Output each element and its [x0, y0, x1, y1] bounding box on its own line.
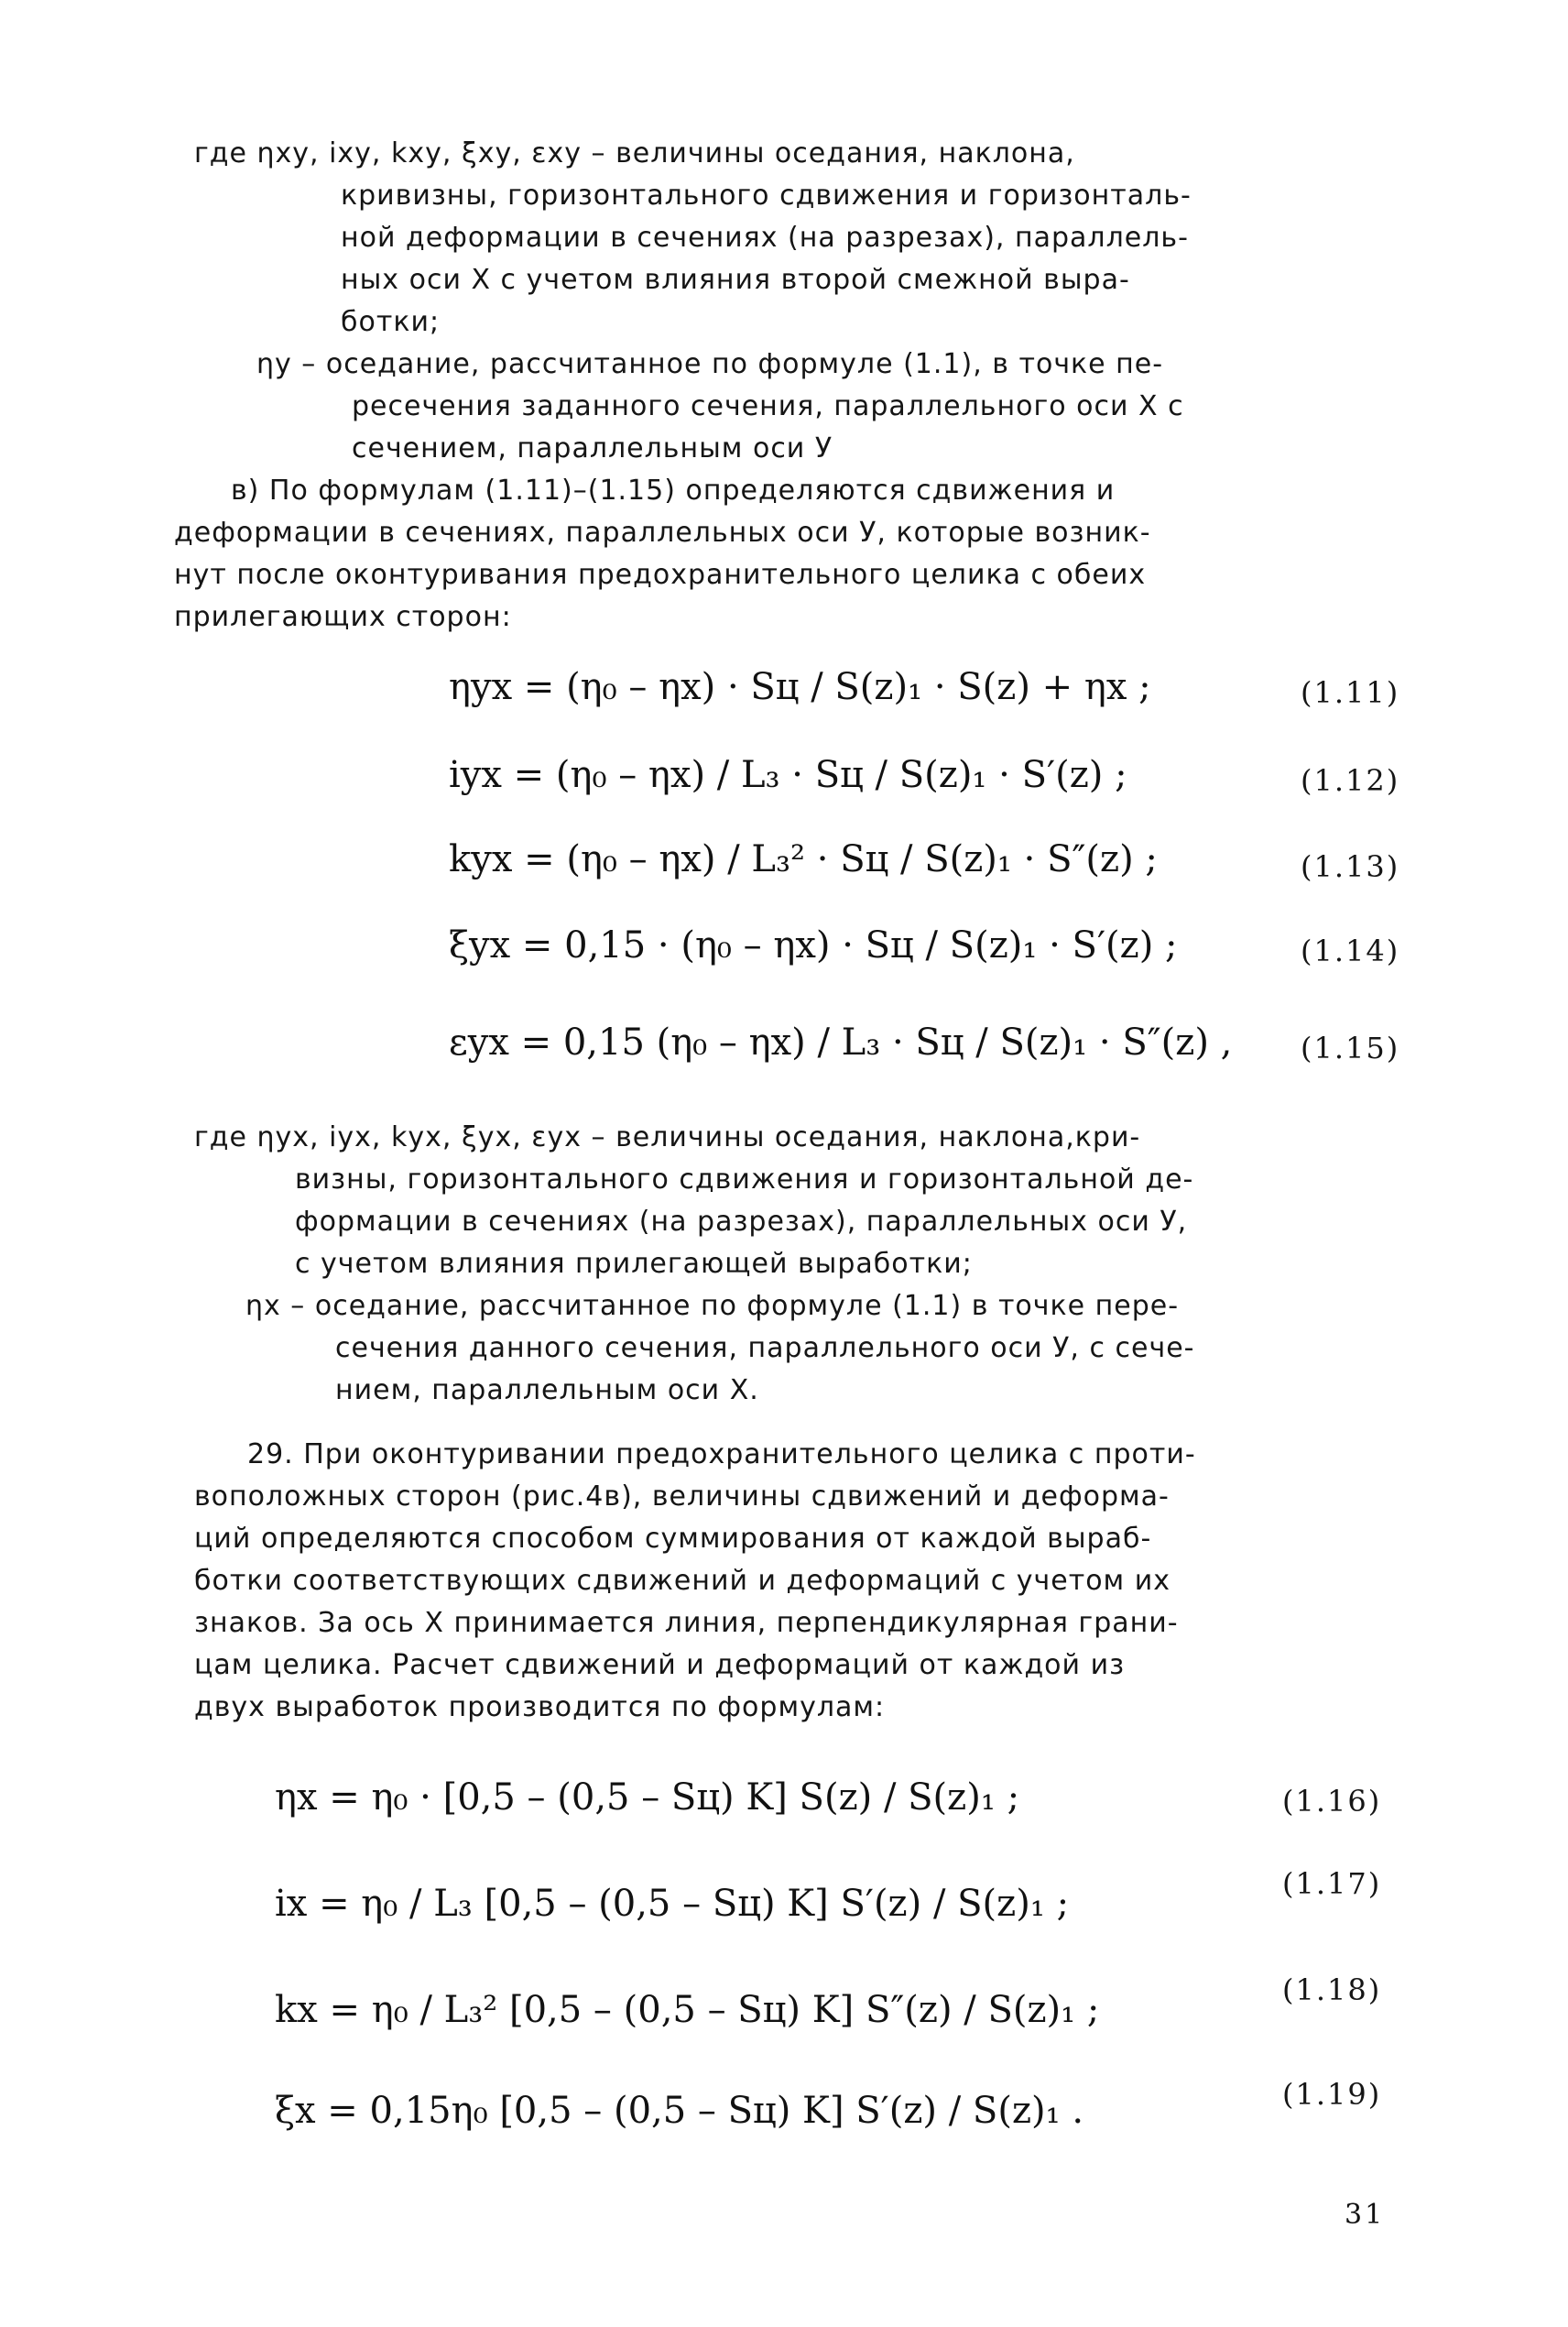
block1-line-3: ных оси Х с учетом влияния второй смежной выра- — [341, 264, 1130, 296]
block4-line-5: знаков. За ось Х принимается линия, перпендикулярная грани- — [194, 1607, 1179, 1639]
formula-1-14: ξyx = 0,15 · (η₀ – ηx) · Sц / S(z)₁ · S′(z) ; — [449, 924, 1178, 967]
block4-line-7: двух выработок производится по формулам: — [194, 1691, 886, 1723]
block3-eta-x-cont-1: сечения данного сечения, параллельного оси У, с сече- — [335, 1332, 1195, 1364]
block4-line-4: ботки соответствующих сдвижений и деформаций с учетом их — [194, 1565, 1171, 1597]
equation-number-1-17: (1.17) — [1282, 1866, 1382, 1901]
block4-line-3: ций определяются способом суммирования от каждой выраб- — [194, 1523, 1152, 1555]
equation-number-1-12: (1.12) — [1301, 763, 1400, 798]
block1-line-2: ной деформации в сечениях (на разрезах), параллель- — [341, 222, 1189, 254]
equation-number-1-13: (1.13) — [1301, 849, 1400, 884]
block3-line-2: формации в сечениях (на разрезах), параллельных оси У, — [295, 1206, 1188, 1238]
formula-1-17: ix = η₀ / L₃ [0,5 – (0,5 – Sц) K] S′(z) / S(z)₁ ; — [275, 1883, 1070, 1925]
block1-eta-y-line: ηу – оседание, рассчитанное по формуле (1.1), в точке пе- — [256, 348, 1164, 380]
equation-number-1-16: (1.16) — [1282, 1784, 1382, 1819]
block2-line-3: нут после оконтуривания предохранительного целика с обеих — [174, 559, 1147, 591]
formula-1-16: ηx = η₀ · [0,5 – (0,5 – Sц) K] S(z) / S(z)₁ ; — [275, 1776, 1020, 1819]
block3-eta-x-cont-2: нием, параллельным оси Х. — [335, 1374, 759, 1406]
equation-number-1-14: (1.14) — [1301, 934, 1400, 968]
block1-intro-line: где ηxy, ixy, kxy, ξxy, εxy – величины оседания, наклона, — [194, 137, 1075, 169]
page-number: 31 — [1345, 2199, 1386, 2231]
block3-line-1: визны, горизонтального сдвижения и горизонтальной де- — [295, 1164, 1194, 1196]
formula-1-18: kx = η₀ / L₃² [0,5 – (0,5 – Sц) K] S″(z) / S(z)₁ ; — [275, 1989, 1100, 2031]
block1-line-1: кривизны, горизонтального сдвижения и горизонталь- — [341, 180, 1192, 212]
block4-line-6: цам целика. Расчет сдвижений и деформаций от каждой из — [194, 1649, 1126, 1681]
equation-number-1-11: (1.11) — [1301, 675, 1400, 710]
block2-line-4: прилегающих сторон: — [174, 601, 512, 633]
formula-1-12: iyx = (η₀ – ηx) / L₃ · Sц / S(z)₁ · S′(z) ; — [449, 754, 1127, 796]
equation-number-1-19: (1.19) — [1282, 2077, 1382, 2112]
formula-1-11: ηyx = (η₀ – ηx) · Sц / S(z)₁ · S(z) + ηx ; — [449, 666, 1151, 708]
block2-line-1: в) По формулам (1.11)–(1.15) определяются сдвижения и — [231, 475, 1116, 507]
equation-number-1-18: (1.18) — [1282, 1972, 1382, 2007]
block3-intro-line: где ηух, iух, kух, ξух, εух – величины оседания, наклона,кри- — [194, 1121, 1141, 1153]
block2-line-2: деформации в сечениях, параллельных оси У, которые возник- — [174, 517, 1151, 549]
block1-eta-y-cont-1: ресечения заданного сечения, параллельного оси Х с — [352, 390, 1184, 422]
formula-1-15: εyx = 0,15 (η₀ – ηx) / L₃ · Sц / S(z)₁ · S″(z) , — [449, 1021, 1233, 1064]
block3-line-3: с учетом влияния прилегающей выработки; — [295, 1248, 973, 1280]
block1-line-4: ботки; — [341, 306, 441, 338]
formula-1-13: kyx = (η₀ – ηx) / L₃² · Sц / S(z)₁ · S″(z) ; — [449, 838, 1158, 880]
block3-eta-x-line: ηх – оседание, рассчитанное по формуле (1.1) в точке пере- — [245, 1290, 1180, 1322]
block4-line-1: 29. При оконтуривании предохранительного целика с проти- — [247, 1438, 1196, 1470]
formula-1-19: ξx = 0,15η₀ [0,5 – (0,5 – Sц) K] S′(z) / S(z)₁ . — [275, 2090, 1084, 2132]
equation-number-1-15: (1.15) — [1301, 1031, 1400, 1065]
block4-line-2: воположных сторон (рис.4в), величины сдвижений и деформа- — [194, 1480, 1170, 1513]
block1-eta-y-cont-2: сечением, параллельным оси У — [352, 432, 833, 464]
